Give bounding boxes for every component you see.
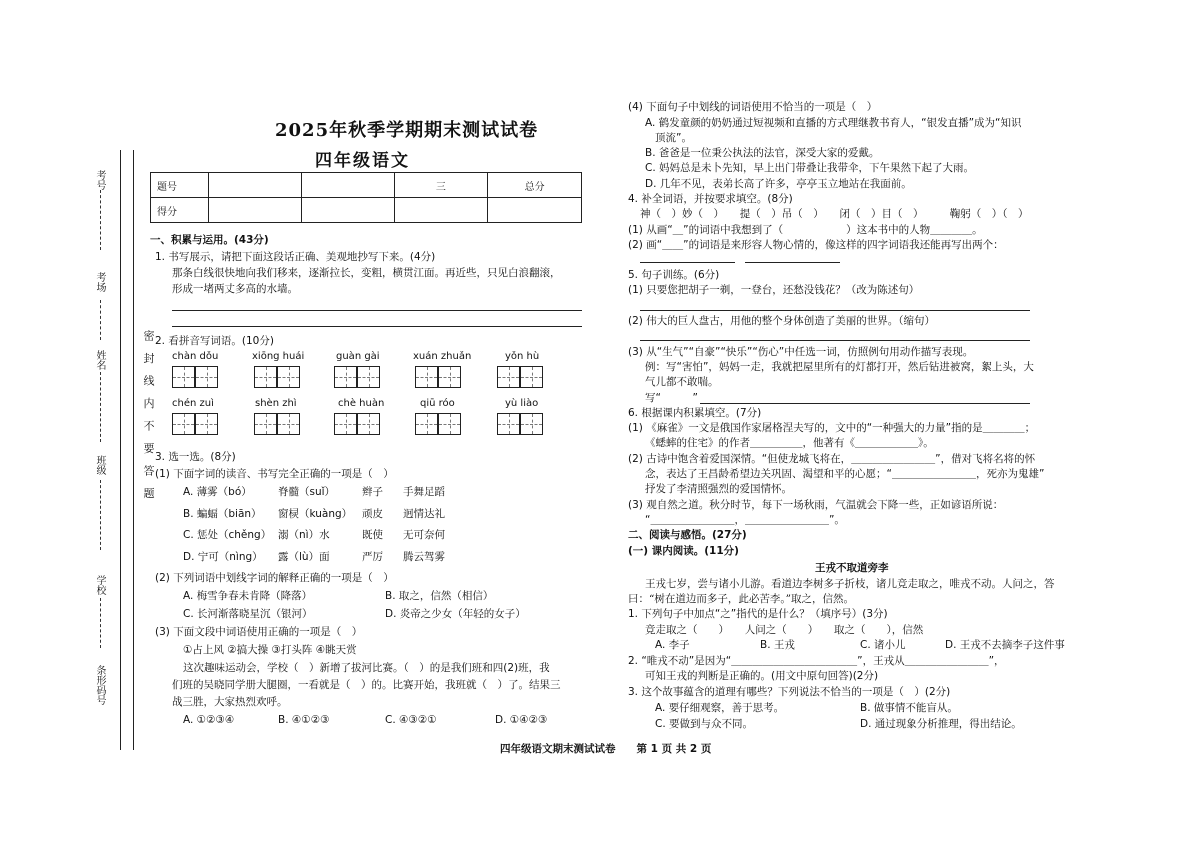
q6-3a: (3) 观自然之道。秋分时节，每下一场秋雨，气温就会下降一些，正如谚语所说： <box>628 499 1004 511</box>
tian-box[interactable] <box>438 413 461 435</box>
score-row-label: 得分 <box>151 198 209 223</box>
q3-3-option-c[interactable]: C. ④③②① <box>385 714 437 726</box>
q3-2-option-a[interactable]: A. 梅雪争春未肯降（降落） <box>183 590 313 602</box>
field-class-line[interactable] <box>100 480 101 550</box>
score-header-2 <box>301 173 394 198</box>
q1-prompt: 1. 书写展示，请把下面这段话正确、美观地抄写下来。(4分) <box>155 251 436 263</box>
pinyin-1-4: xuán zhuǎn <box>413 351 472 362</box>
tian-box[interactable] <box>497 413 520 435</box>
q6-2a[interactable]: (2) 古诗中饱含着爱国深情。“但使龙城飞将在，＿＿＿＿＿＿＿＿”，借对飞将名将的怀 <box>628 453 1036 465</box>
field-kaochang-label: 考场 <box>94 272 105 292</box>
q3-1-option-d-3: 严厉 <box>362 551 383 563</box>
pinyin-2-3: chè huàn <box>338 398 385 409</box>
binding-line-outer <box>120 150 121 750</box>
pinyin-1-3: guàn gài <box>336 351 380 362</box>
score-table <box>150 172 582 223</box>
q3-3-option-a[interactable]: A. ①②③④ <box>183 714 235 726</box>
tian-box[interactable] <box>195 413 218 435</box>
q5-3: (3) 从“生气”“自豪”“快乐”“伤心”中任选一词，仿照例句用动作描写表现。 <box>628 346 974 358</box>
q3-1-option-a-4: 手舞足蹈 <box>403 486 445 498</box>
q3-1-option-a-3: 辫子 <box>362 486 383 498</box>
r3-option-a[interactable]: A. 要仔细观察，善于思考。 <box>655 702 785 714</box>
binding-line-inner <box>133 150 134 750</box>
q2-prompt: 2. 看拼音写词语。(10分) <box>155 335 274 347</box>
q5-2: (2) 伟大的巨人盘古，用他的整个身体创造了美丽的世界。（缩句） <box>628 315 935 327</box>
r3-option-b[interactable]: B. 做事情不能盲从。 <box>860 702 958 714</box>
field-kaochang-line[interactable] <box>100 300 101 340</box>
section-1-heading: 一、积累与运用。(43分) <box>150 234 269 246</box>
q1-answer-line-2[interactable] <box>172 326 582 327</box>
q1-text-1: 那条白线很快地向我们移来，逐渐拉长，变粗，横贯江面。再近些，只见白浪翻滚， <box>172 267 561 279</box>
r1-option-d[interactable]: D. 王戎不去摘李子这件事 <box>945 639 1065 651</box>
score-header-label: 题号 <box>151 173 209 198</box>
r1-option-a[interactable]: A. 李子 <box>655 639 690 651</box>
q4-prompt: (4) 下面句子中划线的词语使用不恰当的一项是（ ） <box>628 101 878 113</box>
q3-1-option-c-2: 溺（nì）水 <box>278 529 330 541</box>
q6-2c: 抒发了李清照强烈的爱国情怀。 <box>645 483 792 495</box>
page-subtitle: 四年级语文 <box>315 151 410 171</box>
q3-1-option-d-4: 腾云驾雾 <box>403 551 445 563</box>
field-kaohao-label: 考号 <box>94 170 105 190</box>
q3-2-prompt: (2) 下列词语中划线字词的解释正确的一项是（ ） <box>155 572 394 584</box>
q5-3-answer[interactable] <box>700 403 1030 404</box>
q6-1b[interactable]: 《蟋蟀的住宅》的作者＿＿＿＿＿，他著有《＿＿＿＿＿＿》。 <box>645 437 934 449</box>
q3-1-option-d[interactable]: D. 宁可（nìng） <box>183 551 263 563</box>
r2-note: 可知王戎的判断是正确的。(用文中原句回答)(2分) <box>645 670 879 682</box>
tian-box[interactable] <box>497 366 520 388</box>
tian-box[interactable] <box>438 366 461 388</box>
tian-box[interactable] <box>357 366 380 388</box>
score-cell-1[interactable] <box>209 198 302 223</box>
r3-option-d[interactable]: D. 通过现象分析推理，得出结论。 <box>860 718 1022 730</box>
r1-line[interactable]: 竞走取之（ ） 人问之（ ） 取之（ ），信然 <box>645 624 924 636</box>
field-barcode-label: 条形码号 <box>94 665 105 705</box>
q3-1-option-c-4: 无可奈何 <box>403 529 445 541</box>
pinyin-1-5: yǒn hù <box>505 351 540 362</box>
q5-prompt: 5. 句子训练。(6分) <box>628 269 720 281</box>
q4-option-a-2: 顶流”。 <box>655 132 692 144</box>
q4b-prompt: 4. 补全词语，并按要求填空。(8分) <box>628 193 793 205</box>
q3-2-option-d[interactable]: D. 炎帝之少女（年轻的女子） <box>385 608 526 620</box>
q4b-2[interactable]: (2) 画“＿＿”的词语是来形容人物心情的，像这样的四字词语我还能再写出两个： <box>628 239 1004 251</box>
pinyin-2-1: chén zuì <box>172 398 214 409</box>
r1-option-b[interactable]: B. 王戎 <box>760 639 795 651</box>
page-title: 2025年秋季学期期末测试试卷 <box>275 120 539 141</box>
section-2-heading: 二、阅读与感悟。(27分) <box>628 529 747 541</box>
section-2-1-heading: (一) 课内阅读。(11分) <box>628 545 739 557</box>
field-school-label: 学校 <box>94 575 105 595</box>
q3-prompt: 3. 选一选。(8分) <box>155 451 236 463</box>
r3-prompt: 3. 这个故事蕴含的道理有哪些？下列说法不恰当的一项是（ ）(2分) <box>628 686 951 698</box>
pinyin-2-4: qiū róo <box>420 398 455 409</box>
q3-2-option-b[interactable]: B. 取之，信然（相信） <box>385 590 494 602</box>
q4b-words[interactable]: 神（ ）妙（ ） 提（ ）吊（ ） 闭（ ）目（ ） 鞠躬（ ）（ ） <box>640 208 1029 220</box>
field-kaohao-line[interactable] <box>100 190 101 250</box>
tian-box[interactable] <box>277 366 300 388</box>
reading-text-2: 曰：“树在道边而多子，此必苦李。”取之，信然。 <box>628 593 854 605</box>
q3-3-option-b[interactable]: B. ④①②③ <box>278 714 330 726</box>
score-cell-3[interactable] <box>394 198 488 223</box>
tian-box[interactable] <box>520 366 543 388</box>
pinyin-1-1: chàn dǒu <box>172 351 219 362</box>
tian-box[interactable] <box>334 366 357 388</box>
pinyin-2-5: yù liào <box>505 398 539 409</box>
q3-3-passage-2: 们班的吴晓同学册大腿圈，一看就是（ ）的。比赛开始，我班就（ ）了。结果三 <box>172 679 561 691</box>
q3-1-option-a-2: 脊髓（suǐ） <box>278 486 336 498</box>
field-name-line[interactable] <box>100 372 101 442</box>
q4-option-c[interactable]: C. 妈妈总是未卜先知，早上出门带叠让我带伞，下午果然下起了大雨。 <box>645 162 975 174</box>
q3-1-option-b[interactable]: B. 蝙蝠（biān） <box>183 508 262 520</box>
reading-title: 王戎不取道旁李 <box>815 562 889 574</box>
tian-box[interactable] <box>254 366 277 388</box>
q3-2-option-c[interactable]: C. 长河渐落晓星沉（银河） <box>183 608 313 620</box>
score-header-total: 总分 <box>488 173 582 198</box>
field-school-line[interactable] <box>100 598 101 648</box>
score-header-3: 三 <box>394 173 488 198</box>
q3-1-option-c[interactable]: C. 惩处（chěng） <box>183 529 272 541</box>
q6-3b[interactable]: “＿＿＿＿＿＿＿＿，＿＿＿＿＿＿＿＿”。 <box>645 514 845 526</box>
r2-prompt[interactable]: 2. “唯戎不动”是因为“＿＿＿＿＿＿＿＿＿＿＿＿”，王戎从＿＿＿＿＿＿＿＿”， <box>628 655 1005 667</box>
tian-box[interactable] <box>334 413 357 435</box>
tian-box[interactable] <box>415 366 438 388</box>
field-name-label: 姓名 <box>94 350 105 370</box>
pinyin-2-2: shèn zhì <box>255 398 297 409</box>
q4b-2-answer-2[interactable] <box>745 262 840 263</box>
q4-option-b[interactable]: B. 爸爸是一位秉公执法的法官，深受大家的爱戴。 <box>645 147 880 159</box>
q1-answer-line-1[interactable] <box>172 310 582 311</box>
tian-box[interactable] <box>277 413 300 435</box>
r3-option-c[interactable]: C. 要做到与众不同。 <box>655 718 754 730</box>
q1-text-2: 形成一堵两丈多高的水墙。 <box>172 283 298 295</box>
q3-3-passage-3: 战三胜，大家热烈欢呼。 <box>172 696 288 708</box>
q3-1-option-a[interactable]: A. 薄雾（bó） <box>183 486 252 498</box>
q3-1-option-b-3: 顽皮 <box>362 508 383 520</box>
field-class-label: 班级 <box>94 455 105 475</box>
q3-1-option-b-2: 窗棂（kuàng） <box>278 508 353 520</box>
q3-1-option-b-4: 迥情达礼 <box>403 508 445 520</box>
q4-option-d[interactable]: D. 几年不见，表弟长高了许多，亭亭玉立地站在我面前。 <box>645 178 912 190</box>
q3-1-option-d-2: 露（lù）面 <box>278 551 330 563</box>
score-cell-total[interactable] <box>488 198 582 223</box>
q4-option-a-1[interactable]: A. 鹤发童颜的奶奶通过短视频和直播的方式理继教书育人，“银发直播”成为“知识 <box>645 117 1022 129</box>
q5-2-answer[interactable] <box>640 340 1030 341</box>
tian-box[interactable] <box>195 366 218 388</box>
q4b-2-answer-1[interactable] <box>640 262 735 263</box>
tian-box[interactable] <box>172 413 195 435</box>
tian-box[interactable] <box>357 413 380 435</box>
q3-1-prompt: (1) 下面字词的读音、书写完全正确的一项是（ ） <box>155 468 394 480</box>
q5-3-write[interactable]: 写“ ” <box>645 392 698 404</box>
q3-3-option-d[interactable]: D. ①④②③ <box>495 714 548 726</box>
q6-prompt: 6. 根据课内积累填空。(7分) <box>628 407 762 419</box>
q3-1-option-c-3: 既使 <box>362 529 383 541</box>
score-header-1 <box>209 173 302 198</box>
q3-3-prompt: (3) 下面文段中词语使用正确的一项是（ ） <box>155 626 363 638</box>
q4b-1[interactable]: (1) 从画“＿”的词语中我想到了（ ）这本书中的人物＿＿＿＿。 <box>628 224 983 236</box>
q3-3-choices: ①占上风 ②搞大操 ③打头阵 ④眺天赏 <box>183 644 357 656</box>
r1-option-c[interactable]: C. 诸小儿 <box>860 639 906 651</box>
reading-text-1: 王戎七岁，尝与诸小儿游。看道边李树多子折枝，诸儿竞走取之，唯戎不动。人问之，答 <box>645 578 1055 590</box>
binding-note: 密 封 线 内 不 要 答 题 <box>142 330 155 503</box>
q5-1: (1) 只要您把胡子一剃，一登台，还愁没钱花？（改为陈述句） <box>628 284 920 296</box>
tian-box[interactable] <box>520 413 543 435</box>
tian-box[interactable] <box>172 366 195 388</box>
q5-1-answer[interactable] <box>640 310 1030 311</box>
page-footer: 四年级语文期末测试试卷 第 1 页 共 2 页 <box>500 743 712 755</box>
tian-box[interactable] <box>415 413 438 435</box>
tian-box[interactable] <box>254 413 277 435</box>
q5-3-example-1: 例：写“害怕”，妈妈一走，我就把屋里所有的灯都打开，然后钻进被窝，絮上头，大 <box>645 361 1034 373</box>
score-cell-2[interactable] <box>301 198 394 223</box>
q6-1a[interactable]: (1) 《麻雀》一文是俄国作家屠格涅夫写的，文中的“一种强大的力量”指的是＿＿＿＿； <box>628 422 1036 434</box>
r1-prompt: 1. 下列句子中加点“之”指代的是什么？（填序号）(3分) <box>628 608 888 620</box>
q5-3-example-2: 气儿都不敢喘。 <box>645 376 719 388</box>
pinyin-1-2: xiōng huái <box>252 351 305 362</box>
q6-2b[interactable]: 念，表达了王昌龄希望边关巩固、渴望和平的心愿；“＿＿＿＿＿＿＿＿，死亦为鬼雄” <box>645 468 1045 480</box>
q3-3-passage-1: 这次趣味运动会，学校（ ）新增了拔河比赛。（ ）的是我们班和四(2)班，我 <box>183 662 550 674</box>
